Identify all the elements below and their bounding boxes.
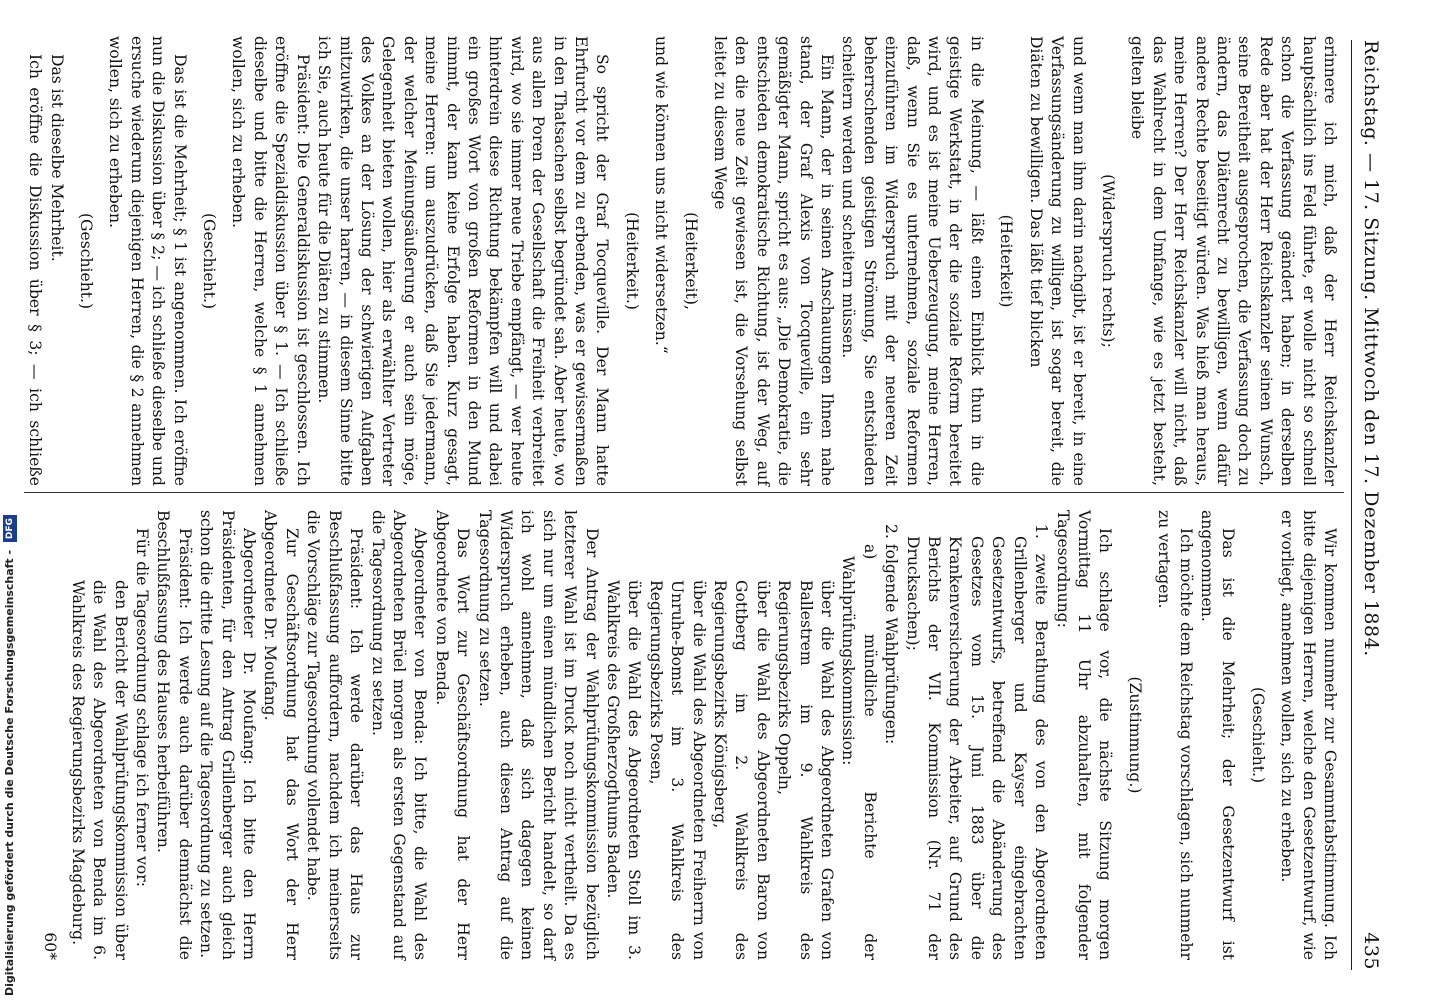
right-column: [39, 510, 1340, 960]
paragraph: und wenn man ihm darin nachgibt, ist er bereit, in eine Verfassungsänderung zu willigen, ist sogar bereit, die Diäten zu bewilligen. Das läßt tief blicken: [1026, 36, 1088, 486]
agenda-item: 1. zweite Berathung des von den Abgeordneten Grillenberger und Kayser eingebrachten Gesetzentwurfs, betreffend die Abänderung des Gesetzes vom 15. Juni 1883 über die Krankenversicherung der Arbeiter, auf Grund des Berichts der VII. Kommission (Nr. 71 der Drucksachen);: [903, 524, 1051, 960]
paragraph: Das Wort zur Geschäftsordnung hat der Herr Abgeordnete von Benda.: [432, 510, 473, 960]
paragraph: in die Meinung, — läßt einen Einblick thun in die geistige Werkstatt, in der die soziale Reform bereitet wird, und es ist meine Ueberzeugung, meine Herren, daß, wenn Sie es unternehmen, soziale Reformen einzuführen im Widerspruch mit der neueren Zeit beherrschenden geistigen Strömung, Sie entschieden scheitern werden und scheitern müssen.: [839, 36, 986, 486]
page-number: 435: [1360, 932, 1382, 970]
paragraph: Das ist die Mehrheit; der Gesetzentwurf ist angenommen.: [1197, 510, 1238, 960]
left-column: [0, 36, 1340, 486]
speaker-paragraph: Präsident: Ich werde auch darüber demnächst die Beschlußfassung des Hauses herbeiführen.: [154, 510, 194, 960]
interjection: (Heiterkeit): [997, 214, 1016, 308]
credit-text: Digitalisierung gefördert durch die Deutsche Forschungsgemeinschaft -: [3, 549, 16, 996]
paragraph: Zur Geschäftsordnung hat das Wort der Herr Abgeordnete Dr. Moufang.: [261, 510, 301, 960]
footer-strip: [0, 0, 22, 1000]
agenda-entry: über die Wahl des Abgeordneten Baron von Gottberg im 2. Wahlkreis des Regierungsbezirks Königsberg,: [711, 580, 772, 960]
paragraph: So spricht der Graf Tocqueville. Der Mann hatte Ehrfurcht vor dem zu erbenden, was er gewissermaßen in den Thatsachen selbst begründet sah. Aber heute, wo aus allen Poren der Gesellschaft die Freiheit verbreitet wird, wo sie immer neue Triebe empfängt, — wer heute hinterdrein diese Richtung bekämpfen will und dabei ein großes Wort von großen Reformen in den Mund nimmt, der kann keine Erfolge haben. Kurz gesagt, meine Herren: um auszudrücken, daß Sie jedermann, der welcher Meinungsäußerung er auch sein möge, Gelegenheit bieten wollen, hier als erwählter Vertreter des Volkes an der Lösung der schwierigen Aufgaben mitzuwirken, die unser harren, — in diesem Sinne bitte ich Sie, auch heute für die Diäten zu stimmen.: [315, 36, 612, 486]
paragraph: Das ist die Mehrheit; § 1 ist angenommen. Ich eröffne nun die Diskussion über § 2; — ich schließe dieselbe und ersuche wiederum diejenigen Herren, die § 2 annehmen wollen, sich zu erheben.: [106, 36, 189, 486]
paragraph: Wir kommen nunmehr zur Gesammtabstimmung. Ich bitte diejenigen Herren, welche den Gesetzentwurf, wie er vorliegt, annehmen wollen, sich zu erheben.: [1278, 510, 1339, 960]
interjection: (Geschieht.): [200, 212, 219, 310]
paragraph: Ein Mann, der in seinen Anschauungen Ihnen nahe stand, der Graf Alexis von Tocqueville, ein sehr gemäßigter Mann, spricht es aus: „Die Demokratie, die entschieden demokratische Richtung, ist der Weg, auf den die neue Zeit gewiesen ist, die Vorsehung selbst leitet zu diesem Wege: [711, 36, 837, 486]
paragraph: Das ist dieselbe Mehrheit.: [47, 54, 66, 262]
signature-mark: 60*: [41, 932, 60, 960]
running-head: [1356, 40, 1382, 970]
running-head-title: Reichstag. — 17. Sitzung. Mittwoch den 17. Dezember 1884.: [1360, 40, 1382, 657]
paragraph: Ich möchte dem Reichstag vorschlagen, sich nunmehr zu vertagen.: [1155, 510, 1195, 960]
interjection: (Geschieht.): [77, 212, 96, 310]
paragraph: Ich schlage vor, die nächste Sitzung morgen Vormittag 11 Uhr abzuhalten, mit folgender Tagesordnung:: [1053, 510, 1115, 960]
agenda-entry: über die Wahl des Abgeordneten Grafen von Ballestrem im 9. Wahlkreis des Regierungsbezirks Oppeln,: [775, 580, 837, 960]
agenda-subitem: a) mündliche Berichte der Wahlprüfungskommission:: [839, 544, 879, 960]
paragraph: erinnere ich mich, daß der Herr Reichskanzler hauptsächlich ins Feld führte, er wolle nicht so schnell schon die Verfassung geändert haben; in derselben Rede aber hat der Herr Reichskanzler seinen Wunsch, seine Bereitheit ausgesprochen, die Verfassung doch zu ändern, das Diätenrecht zu bewilligen, wenn dafür andere Rechte beseitigt würden. Was hieß man heraus, meine Herren? Der Herr Reichskanzler will nicht, daß das Wahlrecht in dem Umfange, wie es jetzt besteht, gelten bleibe: [1128, 36, 1339, 486]
dfg-logo: DFG: [3, 515, 17, 542]
speaker-paragraph: Abgeordneter Dr. Moufang: Ich bitte den Herrn Präsidenten, für den Antrag Grillenberger auch gleich schon die dritte Lesung auf die Tagesordnung zu setzen.: [197, 510, 259, 960]
interjection: (Geschieht.): [1248, 686, 1267, 784]
interjection: (Widerspruch rechts);: [1098, 174, 1117, 348]
agenda-entry: über die Wahl des Abgeordneten Stoll im 3. Wahlkreis des Großherzogthums Baden.: [604, 580, 644, 960]
paragraph: Für die Tagesordnung schlage ich ferner vor:: [133, 528, 152, 888]
speaker-paragraph: Präsident: Die Generaldiskussion ist geschlossen. Ich eröffne die Spezialdiskussion über § 1. — Ich schließe dieselbe und bitte die Herren, welche § 1 annehmen wollen, sich zu erheben.: [229, 36, 312, 486]
paragraph: Der Antrag der Wahlprüfungskommission bezüglich letzterer Wahl ist im Druck noch nicht vertheilt. Da es sich nur um einen mündlichen Bericht handelt, so darf ich wohl annehmen, daß sich dagegen keinen Widerspruch erheben, auch diesen Antrag auf die Tagesordnung zu setzen.: [475, 510, 601, 960]
speaker-paragraph: Abgeordneter von Benda: Ich bitte, die Wahl des Abgeordneten Brüel morgen als ersten Gegenstand auf die Tagesordnung zu setzen.: [368, 510, 430, 960]
paragraph: Ich eröffne die Diskussion über § 3; — ich schließe: [26, 54, 45, 486]
interjection: (Zustimmung.): [1125, 676, 1144, 794]
interjection: (Heiterkeit),: [681, 212, 700, 310]
agenda-entry: den Bericht der Wahlprüfungskommission über die Wahl des Abgeordneten von Benda im 6. Wahlkreis des Regierungsbezirks Magdeburg.: [68, 580, 130, 960]
header-rule: [1351, 40, 1352, 970]
agenda-entry: über die Wahl des Abgeordneten Freiherrn von Unruhe-Bomst im 3. Wahlkreis des Regierungsbezirks Posen,: [646, 580, 708, 960]
paragraph: und wie können uns nicht widersetzen.“: [652, 36, 671, 354]
agenda-item: 2. folgende Wahlprüfungen:: [882, 524, 901, 745]
interjection: (Heiterkeit.): [622, 212, 641, 310]
speaker-paragraph: Präsident: Ich werde darüber das Haus zur Beschlußfassung auffordern, nachdem ich meinerseits die Vorschläge zur Tagesordnung vollendet habe.: [304, 510, 366, 960]
digitization-credit: [0, 0, 20, 1000]
column-divider: [24, 492, 1344, 493]
